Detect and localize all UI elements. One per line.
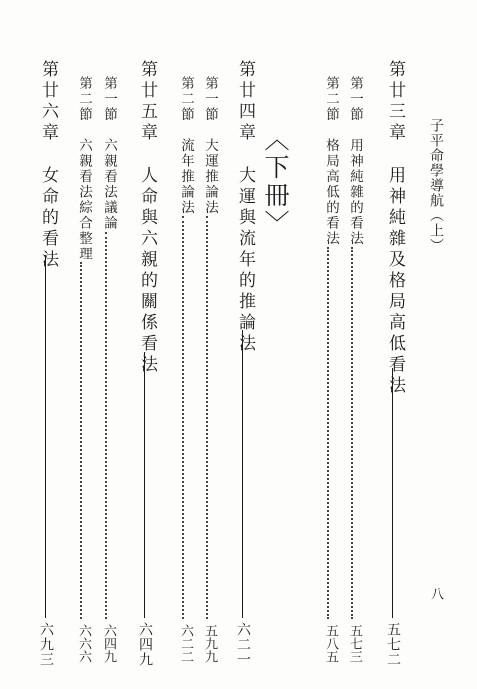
chapter-label: 第廿五章 (137, 60, 157, 144)
page-number: 八 (428, 587, 443, 600)
chapter-page: 六九三 (38, 622, 54, 667)
leader-dots (327, 247, 329, 619)
chapter-page: 六四九 (137, 622, 153, 667)
leader-line (392, 368, 393, 618)
section-title: 流年推論法 (178, 138, 194, 216)
section-label: 第二節 (178, 76, 194, 123)
section-title: 六親看法綜合整理 (76, 138, 92, 262)
chapter-title: 大運與流年的推論法 (235, 166, 255, 355)
volume-heading: 〈下冊〉 (261, 126, 290, 238)
chapter-label: 第廿四章 (235, 60, 255, 144)
section-title: 格局高低的看法 (323, 138, 339, 247)
section-title: 六親看法議論 (101, 138, 117, 231)
leader-dots (206, 216, 208, 619)
chapter-title: 用神純雜及格局高低看法 (385, 166, 405, 397)
section-title: 用神純雜的看法 (347, 138, 363, 247)
section-page: 六四九 (101, 624, 116, 663)
leader-line (242, 330, 243, 618)
section-page: 六六六 (76, 624, 91, 663)
section-page: 五七三 (347, 624, 362, 663)
chapter-title: 人命與六親的關係看法 (137, 166, 157, 376)
chapter-page: 六二一 (235, 622, 251, 667)
leader-dots (182, 216, 184, 619)
section-title: 大運推論法 (202, 138, 218, 216)
leader-dots (351, 247, 353, 619)
chapter-title: 女命的看法 (38, 166, 58, 271)
running-head: 子平命學導航（上） (428, 118, 444, 253)
leader-line (45, 255, 46, 618)
section-page: 五八五 (323, 624, 338, 663)
leader-dots (80, 262, 82, 619)
section-label: 第二節 (323, 76, 339, 123)
leader-dots (105, 232, 107, 619)
chapter-label: 第廿六章 (38, 60, 58, 144)
section-label: 第一節 (347, 76, 363, 123)
section-label: 第二節 (76, 76, 92, 123)
leader-line (144, 352, 145, 618)
section-page: 五九九 (202, 624, 217, 663)
section-label: 第一節 (202, 76, 218, 123)
section-label: 第一節 (101, 76, 117, 123)
chapter-page: 五七二 (385, 622, 401, 667)
chapter-label: 第廿三章 (385, 60, 405, 144)
section-page: 六二二 (178, 624, 193, 663)
